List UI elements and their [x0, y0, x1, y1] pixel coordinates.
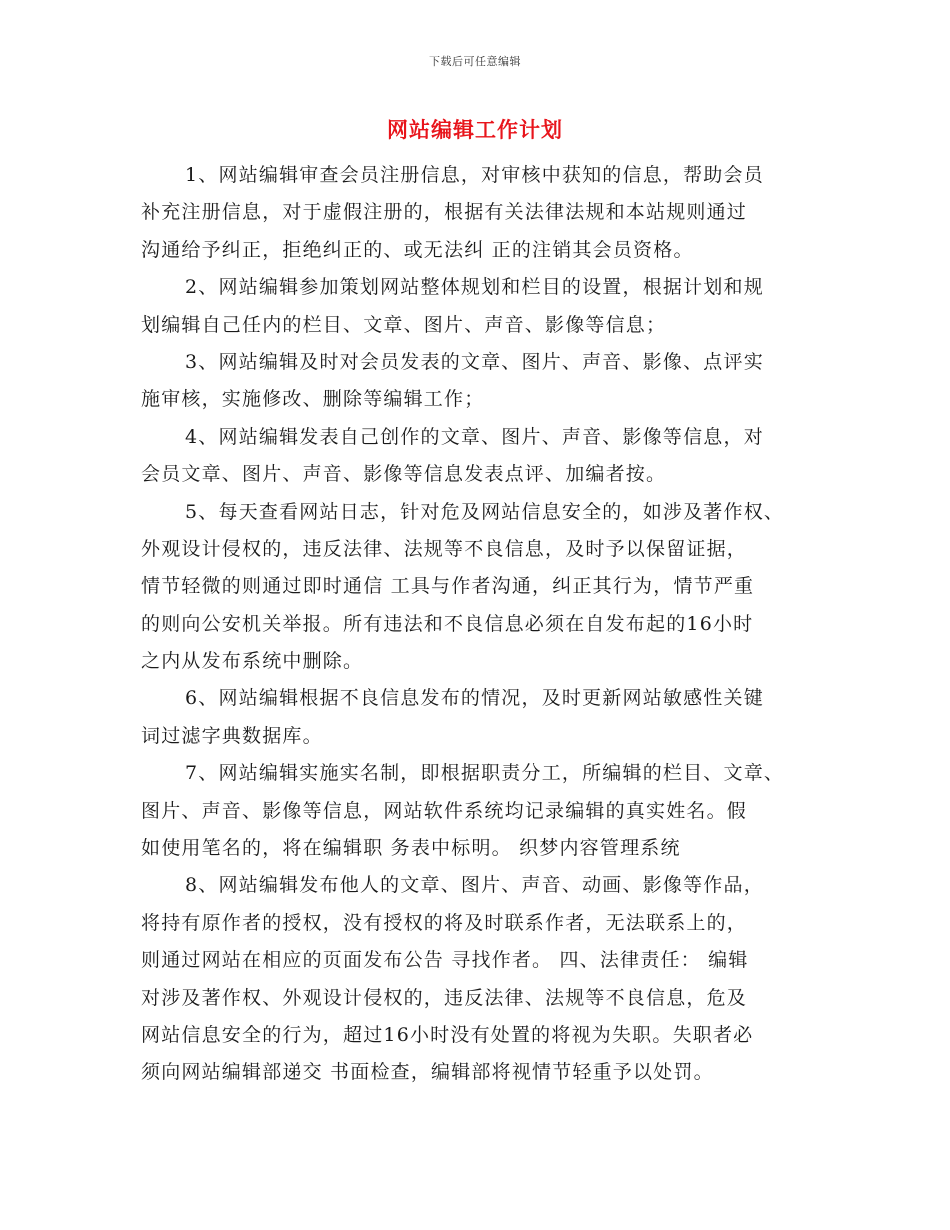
paragraph-2: [141, 269, 831, 344]
paragraph-line: 7、网站编辑实施实名制，即根据职责分工，所编辑的栏目、文章、: [185, 762, 785, 785]
paragraph-6: [141, 680, 831, 755]
paragraph-line: 将持有原作者的授权，没有授权的将及时联系作者，无法联系上的，: [141, 911, 748, 934]
document-body: [141, 157, 831, 1092]
paragraph-line: 对涉及著作权、外观设计侵权的，违反法律、法规等不良信息，危及: [141, 986, 748, 1009]
paragraph-line: 词过滤字典数据库。: [141, 724, 323, 747]
paragraph-line: 3、网站编辑及时对会员发表的文章、图片、声音、影像、点评实: [185, 350, 764, 373]
paragraph-line: 8、网站编辑发布他人的文章、图片、声音、动画、影像等作品，: [185, 874, 764, 897]
page-header: 下载后可任意编辑: [429, 55, 521, 68]
paragraph-line: 图片、声音、影像等信息，网站软件系统均记录编辑的真实姓名。假: [141, 799, 748, 822]
paragraph-line: 5、每天查看网站日志，针对危及网站信息安全的，如涉及著作权、: [185, 500, 785, 523]
paragraph-line: 网站信息安全的行为，超过16小时没有处置的将视为失职。失职者必: [141, 1023, 754, 1046]
document-title: 网站编辑工作计划: [387, 117, 563, 142]
paragraph-line: 之内从发布系统中删除。: [141, 650, 364, 673]
paragraph-line: 6、网站编辑根据不良信息发布的情况，及时更新网站敏感性关键: [185, 687, 764, 710]
paragraph-line: 如使用笔名的，将在编辑职 务表中标明。 织梦内容管理系统: [141, 837, 681, 860]
paragraph-4: [141, 419, 831, 494]
paragraph-line: 则通过网站在相应的页面发布公告 寻找作者。 四、法律责任： 编辑: [141, 949, 749, 972]
paragraph-line: 2、网站编辑参加策划网站整体规划和栏目的设置，根据计划和规: [185, 276, 764, 299]
paragraph-line: 补充注册信息，对于虚假注册的，根据有关法律法规和本站规则通过: [141, 201, 748, 224]
paragraph-7: [141, 755, 831, 867]
paragraph-line: 须向网站编辑部递交 书面检查，编辑部将视情节轻重予以处罚。: [141, 1061, 714, 1084]
paragraph-line: 外观设计侵权的，违反法律、法规等不良信息，及时予以保留证据，: [141, 537, 748, 560]
paragraph-line: 施审核，实施修改、删除等编辑工作；: [141, 388, 485, 411]
paragraph-line: 划编辑自己任内的栏目、文章、图片、声音、影像等信息；: [141, 313, 667, 336]
paragraph-line: 1、网站编辑审查会员注册信息，对审核中获知的信息，帮助会员: [185, 164, 764, 186]
paragraph-line: 情节轻微的则通过即时通信 工具与作者沟通，纠正其行为，情节严重: [141, 575, 755, 598]
paragraph-line: 的则向公安机关举报。所有违法和不良信息必须在自发布起的16小时: [141, 612, 754, 635]
paragraph-8: [141, 867, 831, 1091]
paragraph-line: 4、网站编辑发表自己创作的文章、图片、声音、影像等信息，对: [185, 425, 764, 448]
paragraph-line: 沟通给予纠正，拒绝纠正的、或无法纠 正的注销其会员资格。: [141, 238, 694, 261]
paragraph-3: [141, 344, 831, 419]
paragraph-5: [141, 494, 831, 681]
paragraph-line: 会员文章、图片、声音、影像等信息发表点评、加编者按。: [141, 463, 667, 486]
paragraph-1: [141, 157, 831, 269]
